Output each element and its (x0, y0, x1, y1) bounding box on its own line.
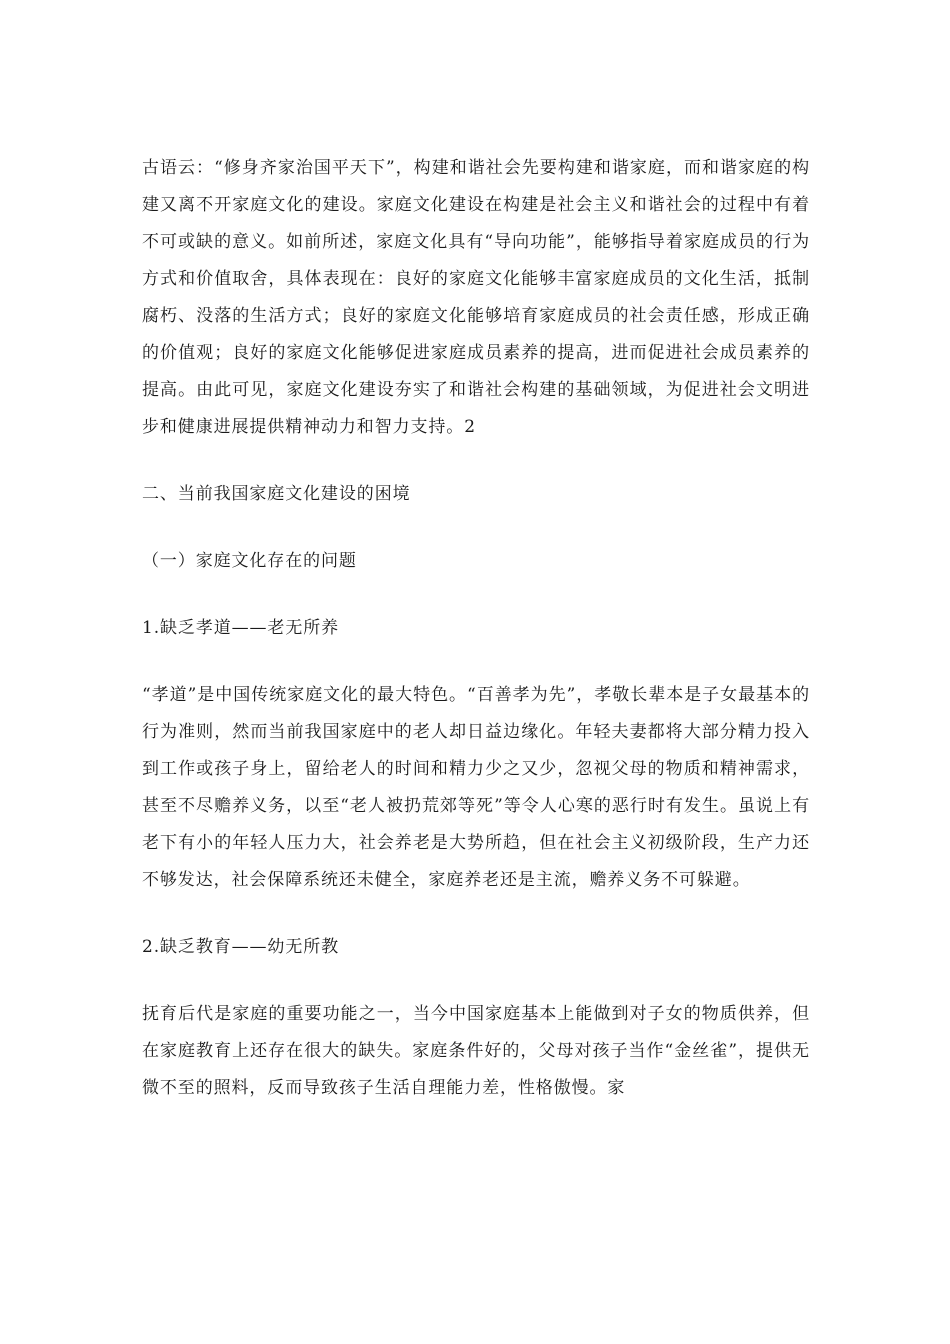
item-heading-filial-piety: 1.缺乏孝道——老无所养 (142, 618, 340, 638)
subsection-heading: （一）家庭文化存在的问题 (142, 551, 357, 571)
body-paragraph-family-culture-role: 古语云：“修身齐家治国平天下”，构建和谐社会先要构建和谐家庭，而和谐家庭的构建又离不开家庭文化的建设。家庭文化建设在构建是社会主义和谐社会的过程中有着不可或缺的意义。如前所述，家庭文化具有“导向功能”，能够指导着家庭成员的行为方式和价值取舍，具体表现在：良好的家庭文化能够丰富家庭成员的文化生活，抵制腐朽、没落的生活方式；良好的家庭文化能够培育家庭成员的社会责任感，形成正确的价值观；良好的家庭文化能够促进家庭成员素养的提高，进而促进社会成员素养的提高。由此可见，家庭文化建设夯实了和谐社会构建的基础领域，为促进社会文明进步和健康进展提供精神动力和智力支持。2 (142, 158, 810, 437)
document-page (142, 150, 810, 1107)
item-heading-education: 2.缺乏教育——幼无所教 (142, 937, 340, 957)
section-heading: 二、当前我国家庭文化建设的困境 (142, 484, 411, 504)
body-paragraph-education: 抚育后代是家庭的重要功能之一，当今中国家庭基本上能做到对子女的物质供养，但在家庭教育上还存在很大的缺失。家庭条件好的，父母对孩子当作“金丝雀”，提供无微不至的照料，反而导致孩子生活自理能力差，性格傲慢。家 (142, 1004, 810, 1098)
body-paragraph-filial-piety: “孝道”是中国传统家庭文化的最大特色。“百善孝为先”，孝敬长辈本是子女最基本的行为准则，然而当前我国家庭中的老人却日益边缘化。年轻夫妻都将大部分精力投入到工作或孩子身上，留给老人的时间和精力少之又少，忽视父母的物质和精神需求，甚至不尽赡养义务，以至“老人被扔荒郊等死”等令人心寒的恶行时有发生。虽说上有老下有小的年轻人压力大，社会养老是大势所趋，但在社会主义初级阶段，生产力还不够发达，社会保障系统还未健全，家庭养老还是主流，赡养义务不可躲避。 (142, 685, 810, 890)
